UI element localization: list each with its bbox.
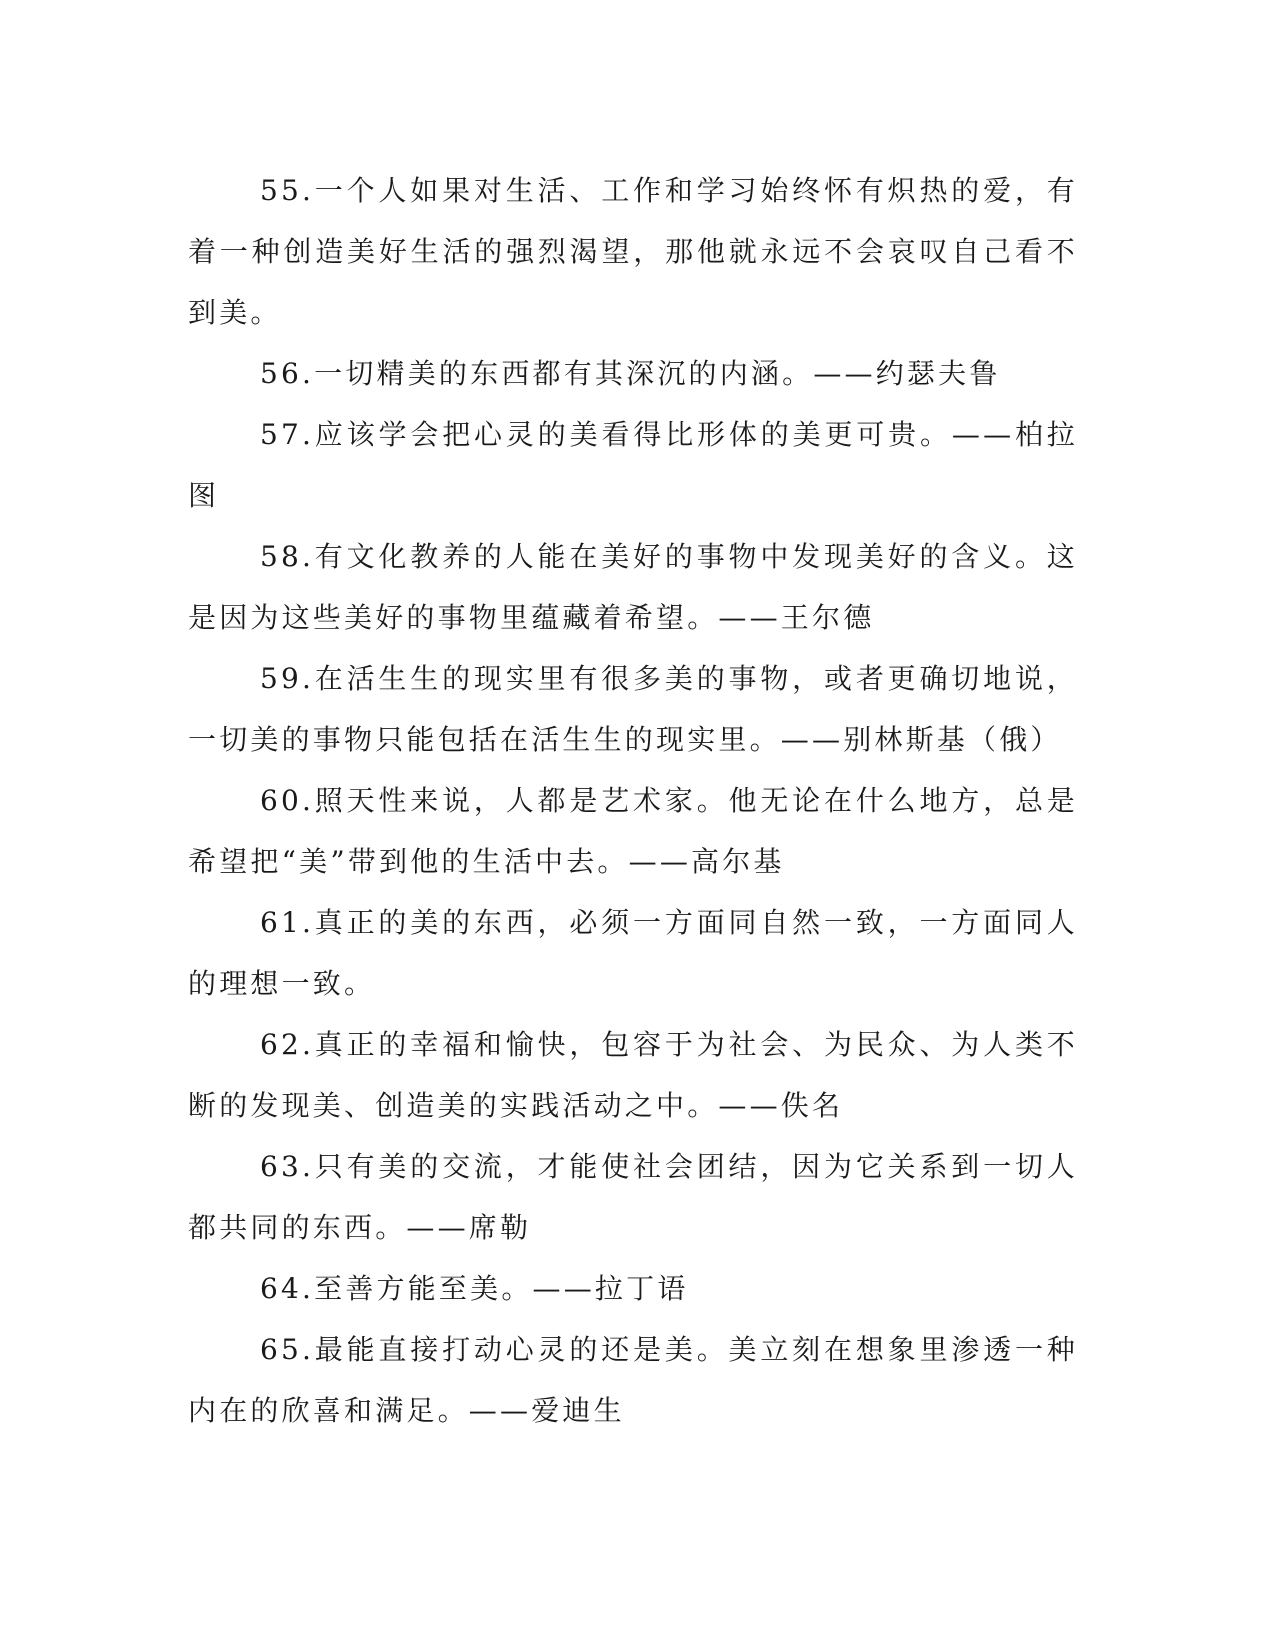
quote-56: 56.一切精美的东西都有其深沉的内涵。——约瑟夫鲁	[260, 357, 1001, 390]
quote-55: 55.一个人如果对生活、工作和学习始终怀有炽热的爱，有着一种创造美好生活的强烈渴望，那他就永远不会哀叹自己看不到美。	[188, 174, 1078, 329]
quote-list	[188, 160, 1078, 1441]
quote-65: 65.最能直接打动心灵的还是美。美立刻在想象里渗透一种内在的欣喜和满足。——爱迪生	[188, 1333, 1078, 1427]
quote-59: 59.在活生生的现实里有很多美的事物，或者更确切地说，一切美的事物只能包括在活生生的现实里。——别林斯基（俄）	[188, 662, 1078, 756]
quote-58: 58.有文化教养的人能在美好的事物中发现美好的含义。这是因为这些美好的事物里蕴藏着希望。——王尔德	[188, 540, 1078, 634]
quote-60: 60.照天性来说，人都是艺术家。他无论在什么地方，总是希望把“美”带到他的生活中去。——高尔基	[188, 784, 1078, 878]
quote-62: 62.真正的幸福和愉快，包容于为社会、为民众、为人类不断的发现美、创造美的实践活动之中。——佚名	[188, 1028, 1078, 1122]
quote-63: 63.只有美的交流，才能使社会团结，因为它关系到一切人都共同的东西。——席勒	[188, 1150, 1078, 1244]
quote-61: 61.真正的美的东西，必须一方面同自然一致，一方面同人的理想一致。	[188, 906, 1078, 1000]
quote-64: 64.至善方能至美。——拉丁语	[260, 1272, 689, 1305]
quote-57: 57.应该学会把心灵的美看得比形体的美更可贵。——柏拉图	[188, 418, 1078, 512]
